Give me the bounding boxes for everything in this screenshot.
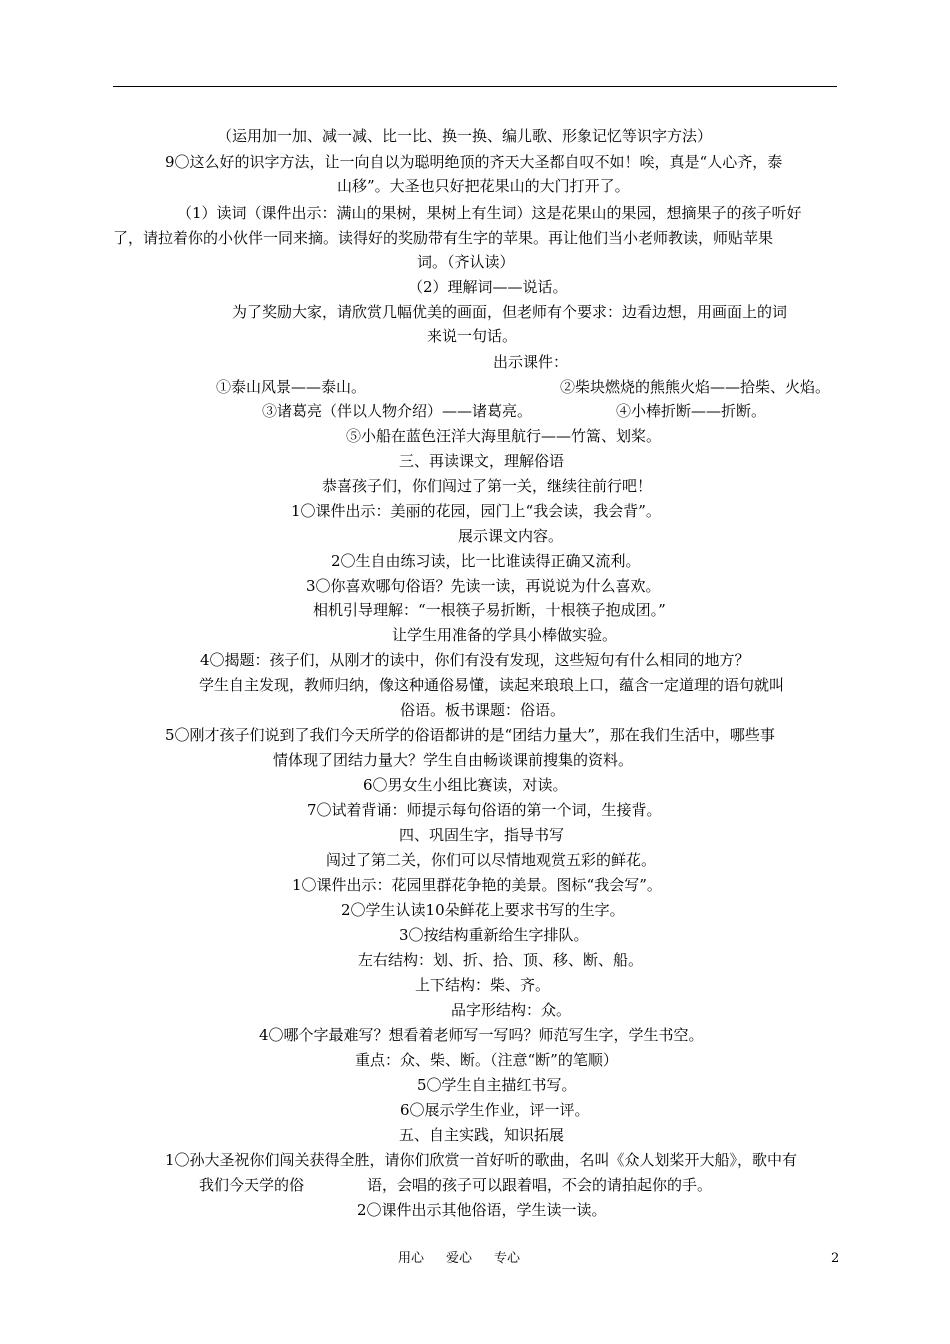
text-line: 我们今天学的俗 [199,1176,305,1194]
text-line: 7〇试着背诵：师提示每句俗语的第一个词，生接背。 [307,801,662,819]
text-line: 词。（齐认读） [417,253,515,271]
text-line: 2〇课件出示其他俗语，学生读一读。 [357,1201,607,1219]
text-line: 4〇揭题：孩子们，从刚才的读中，你们有没有发现，这些短句有什么相同的地方？ [200,651,750,669]
text-line: 为了奖励大家，请欣赏几幅优美的画面，但老师有个要求：边看边想，用画面上的词 [232,303,788,321]
text-line: ①泰山风景——泰山。 [216,378,367,396]
text-line: 3〇按结构重新给生字排队。 [399,926,589,944]
text-line: 相机引导理解：“一根筷子易折断，十根筷子抱成团。” [313,601,666,619]
text-line: 1〇孙大圣祝你们闯关获得全胜，请你们欣赏一首好听的歌曲，名叫《众人划桨开大船》，歌中有 [165,1151,798,1169]
text-line: ③诸葛亮（伴以人物介绍）——诸葛亮。 [262,402,533,420]
text-line: ④小棒折断——折断。 [616,402,767,420]
footer-motto-1: 用心 [398,1251,425,1266]
footer-motto-2: 爱心 [446,1251,473,1266]
text-line: 恭喜孩子们，你们闯过了第一关，继续往前行吧！ [322,477,653,495]
text-line: 展示课文内容。 [458,527,564,545]
text-line: ②柴块燃烧的熊熊火焰——拾柴、火焰。 [560,378,831,396]
text-line: 学生自主发现，教师归纳，像这种通俗易懂，读起来琅琅上口，蕴含一定道理的语句就叫 [199,676,785,694]
text-line: 3〇你喜欢哪句俗语？先读一读，再说说为什么喜欢。 [306,577,661,595]
text-line: （2）理解词——说话。 [408,278,568,296]
text-line: 让学生用准备的学具小棒做实验。 [392,626,618,644]
text-line: 1〇课件出示：花园里群花争艳的美景。图标“我会写”。 [292,876,662,894]
text-line: 闯过了第二关，你们可以尽情地观赏五彩的鲜花。 [326,851,657,869]
text-line: 情体现了团结力量大？学生自由畅谈课前搜集的资料。 [273,751,634,769]
header-rule [113,86,837,87]
text-line: 了，请拉着你的小伙伴一同来摘。读得好的奖励带有生字的苹果。再让他们当小老师教读，师贴苹果 [113,229,774,247]
text-line: 2〇生自由练习读，比一比谁读得正确又流利。 [331,552,641,570]
page-number: 2 [831,1251,840,1266]
section-heading: 四、巩固生字，指导书写 [399,826,565,844]
text-line: 5〇刚才孩子们说到了我们今天所学的俗语都讲的是“团结力量大”，那在我们生活中，哪些事 [165,726,775,744]
text-line: 1〇课件出示：美丽的花园，园门上“我会读，我会背”。 [291,502,661,520]
text-line: 4〇哪个字最难写？想看着老师写一写吗？师范写生字，学生书空。 [259,1026,704,1044]
text-line: （运用加一加、减一减、比一比、换一换、编儿歌、形象记忆等识字方法） [217,127,713,145]
footer-motto-3: 专心 [494,1251,521,1266]
text-line: 2〇学生认读10朵鲜花上要求书写的生字。 [341,901,625,919]
text-line: 来说一句话。 [427,327,518,345]
text-line: ⑤小船在蓝色汪洋大海里航行——竹篙、划桨。 [346,427,662,445]
text-line: 品字形结构：众。 [451,1001,572,1019]
section-heading: 三、再读课文，理解俗语 [399,452,565,470]
section-heading: 五、自主实践，知识拓展 [399,1126,565,1144]
text-line: （1）读词（课件出示：满山的果树，果树上有生词）这是花果山的果园，想摘果子的孩子听好 [177,204,802,222]
text-line: 重点：众、柴、断。（注意“断”的笔顺） [355,1051,618,1069]
text-line: 上下结构：柴、齐。 [415,976,551,994]
text-line: 出示课件： [493,353,569,371]
text-line: 俗语。板书课题：俗语。 [400,701,566,719]
text-line: 语，会唱的孩子可以跟着唱，不会的请拍起你的手。 [367,1176,713,1194]
text-line: 山移”。大圣也只好把花果山的大门打开了。 [337,177,630,195]
text-line: 左右结构：划、折、拾、顶、移、断、船。 [358,951,644,969]
text-line: 9〇这么好的识字方法，让一向自以为聪明绝顶的齐天大圣都自叹不如！唉，真是“人心齐，泰 [165,153,783,171]
text-line: 6〇展示学生作业，评一评。 [400,1101,590,1119]
text-line: 5〇学生自主描红书写。 [417,1076,577,1094]
text-line: 6〇男女生小组比赛读，对读。 [363,776,568,794]
